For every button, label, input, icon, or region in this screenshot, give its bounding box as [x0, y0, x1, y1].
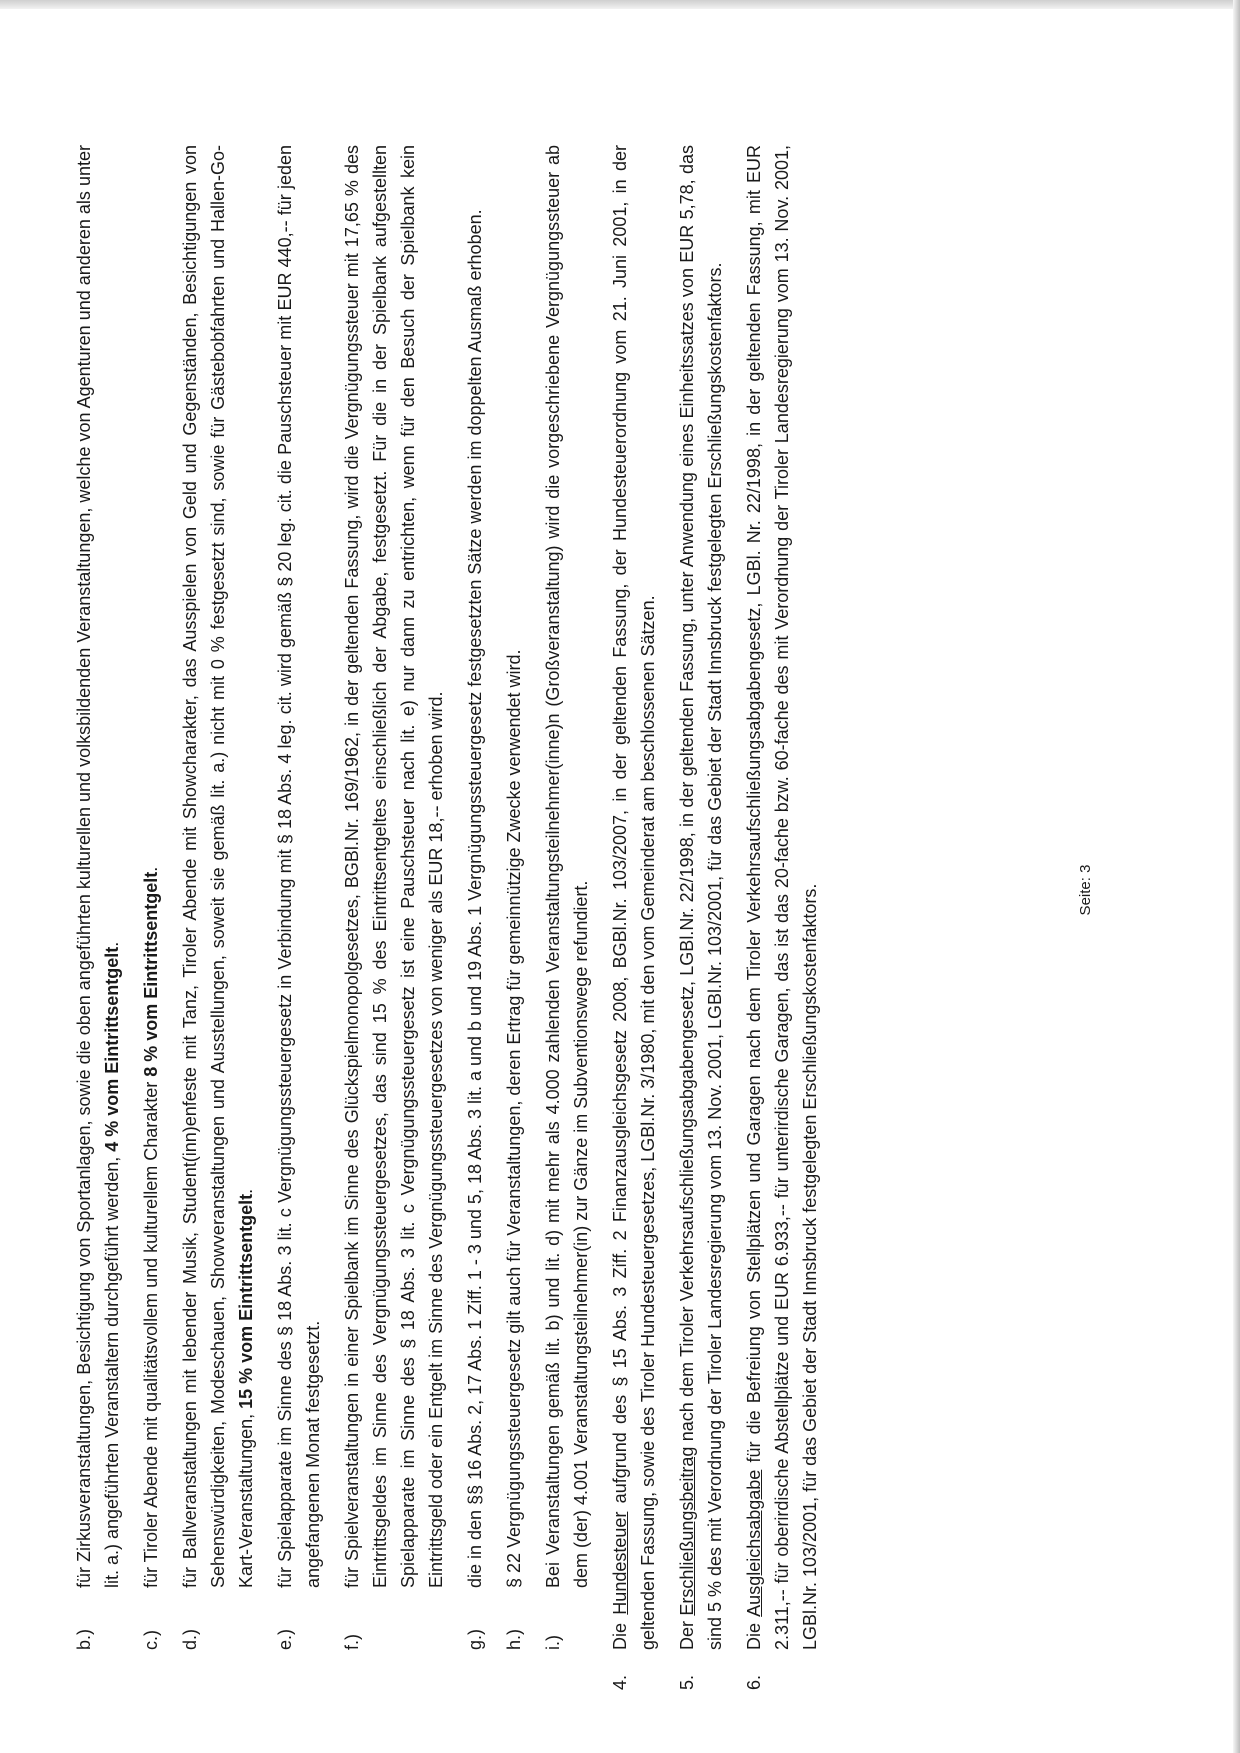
- item-label: h.): [504, 1628, 524, 1650]
- item-text: Bei Veranstaltungen gemäß lit. b) und lit. d) mit mehr als 4.000 zahlenden Veranstaltungsteilnehmer(inne)n (Großveranstaltung) wird die vorgeschriebene Vergnügungssteuer ab dem (der) 4.001 Veranstaltungsteilnehmer(in) zur Gänze im Subventionswege refundiert.: [543, 145, 591, 1588]
- page-footer: Seite: 3: [1077, 864, 1094, 916]
- item-bold: 15 % vom Eintrittsentgelt: [236, 1193, 256, 1409]
- item-text: für Spielapparate im Sinne des § 18 Abs. 3 lit. c Vergnügungssteuergesetz in Verbindung mit § 18 Abs. 4 leg. cit. wird gemäß § 20 leg. cit. die Pauschsteuer mit EUR 440,-- für jeden angefangenen Monat festgesetzt.: [275, 145, 323, 1588]
- item-label: f.): [342, 1634, 362, 1650]
- scan-edge-top: [0, 0, 1240, 9]
- item-text: für Tiroler Abende mit qualitätsvollem und kulturellem Charakter 8 % vom Eintrittsentgelt.: [141, 866, 161, 1588]
- item-label: c.): [141, 1630, 161, 1650]
- numbered-item: [606, 145, 662, 1690]
- item-term: Ausgleichsabgabe: [744, 1469, 764, 1617]
- numbered-item: [740, 145, 824, 1690]
- item-label: d.): [180, 1628, 200, 1650]
- item-text: die in den §§ 16 Abs. 2, 17 Abs. 1 Ziff. 1 - 3 und 5, 18 Abs. 3 lit. a und b und 19 Abs. 1 Vergnügungssteuergesetz festgesetzten Sätze werden im doppelten Ausmaß erhoben.: [465, 209, 485, 1588]
- item-label: b.): [74, 1628, 94, 1650]
- item-label: e.): [275, 1628, 295, 1650]
- list-item: [539, 145, 595, 1650]
- list-item: [137, 145, 165, 1650]
- item-number: 4.: [610, 1674, 630, 1690]
- scan-edge-right: [1233, 0, 1240, 1753]
- item-label: i.): [543, 1635, 563, 1650]
- item-text: § 22 Vergnügungssteuergesetz gilt auch für Veranstaltungen, deren Ertrag für gemeinnützige Zwecke verwendet wird.: [504, 649, 524, 1588]
- item-number: 6.: [744, 1674, 764, 1690]
- item-text: Der Erschließungsbeitrag nach dem Tiroler Verkehrsaufschließungsabgabengesetz, LGBl.Nr. 22/1998, in der geltenden Fassung, unter Anwendung eines Einheitssatzes von EUR 5,78, das sind 5 % des mit Verordnung der Tiroler Landesregierung vom 13. Nov. 2001, LGBl.Nr. 103/2001, für das Gebiet der Stadt Innsbruck festgelegten Erschließungskostenfaktors.: [677, 145, 725, 1650]
- document-page: [70, 60, 1130, 1720]
- item-bold: 8 % vom Eintrittsentgelt: [141, 871, 161, 1077]
- item-term: Erschließungsbeitrag: [677, 1446, 697, 1616]
- document-body: [70, 145, 835, 1690]
- numbered-item: [673, 145, 729, 1690]
- list-item: [70, 145, 126, 1650]
- item-text: für Ballveranstaltungen mit lebender Musik, Student(inn)enfeste mit Tanz, Tiroler Abende mit Showcharakter, das Ausspielen von Geld und Gegenständen, Besichtigungen von Sehenswürdigkeiten, Modeschauen, Showveranstaltungen und Ausstellungen, soweit sie gemäß lit. a.) nicht mit 0 % festgesetzt sind, sowie für Gästebobfahrten und Hallen-Go-Kart-Veranstaltungen, 15 % vom Eintrittsentgelt.: [180, 145, 256, 1588]
- item-text: Die Hundesteuer aufgrund des § 15 Abs. 3 Ziff. 2 Finanzausgleichsgesetz 2008, BGBl.Nr. 103/2007, in der geltenden Fassung, der Hundesteuerordnung vom 21. Juni 2001, in der geltenden Fassung, sowie des Tiroler Hundesteuergesetzes, LGBl.Nr. 3/1980, mit den vom Gemeinderat am beschlossenen Sätzen.: [610, 145, 658, 1650]
- item-label: g.): [465, 1628, 485, 1650]
- item-text: Die Ausgleichsabgabe für die Befreiung von Stellplätzen und Garagen nach dem Tiroler Verkehrsaufschließungsabgabengesetz, LGBl. Nr. 22/1998, in der geltenden Fassung, mit EUR 2.311,-- für oberirdische Abstellplätze und EUR 6.933,-- für unterirdische Garagen, das ist das 20-fache bzw. 60-fache des mit Verordnung der Tiroler Landesregierung vom 13. Nov. 2001, LGBl.Nr. 103/2001, für das Gebiet der Stadt Innsbruck festgelegten Erschließungskostenfaktors.: [744, 145, 820, 1650]
- item-number: 5.: [677, 1674, 697, 1690]
- list-item: [461, 145, 489, 1650]
- list-item: [176, 145, 260, 1650]
- list-item: [338, 145, 450, 1650]
- list-item: [500, 145, 528, 1650]
- item-text: für Zirkusveranstaltungen, Besichtigung von Sportanlagen, sowie die oben angeführten kulturellen und volksbildenden Veranstaltungen, welche von Agenturen und anderen als unter lit. a.) angeführten Veranstaltern durchgeführt werden, 4 % vom Eintrittsentgelt.: [74, 145, 122, 1588]
- list-item: [271, 145, 327, 1650]
- item-bold: 4 % vom Eintrittsentgelt: [102, 946, 122, 1152]
- item-text: für Spielveranstaltungen in einer Spielbank im Sinne des Glückspielmonopolgesetzes, BGBl.Nr. 169/1962, in der geltenden Fassung, wird die Vergnügungssteuer mit 17,65 % des Eintrittsgeldes im Sinne des Vergnügungssteuergesetzes, das sind 15 % des Eintrittsentgeltes einschließlich der Abgabe, festgesetzt. Für die in der Spielbank aufgestellten Spielapparate im Sinne des § 18 Abs. 3 lit. c Vergnügungssteuergesetz ist eine Pauschsteuer nach lit. e) nur dann zu entrichten, wenn für den Besuch der Spielbank kein Eintrittsgeld oder ein Entgelt im Sinne des Vergnügungssteuergesetzes von weniger als EUR 18,-- erhoben wird.: [342, 145, 446, 1588]
- item-term: Hundesteuer: [610, 1511, 630, 1615]
